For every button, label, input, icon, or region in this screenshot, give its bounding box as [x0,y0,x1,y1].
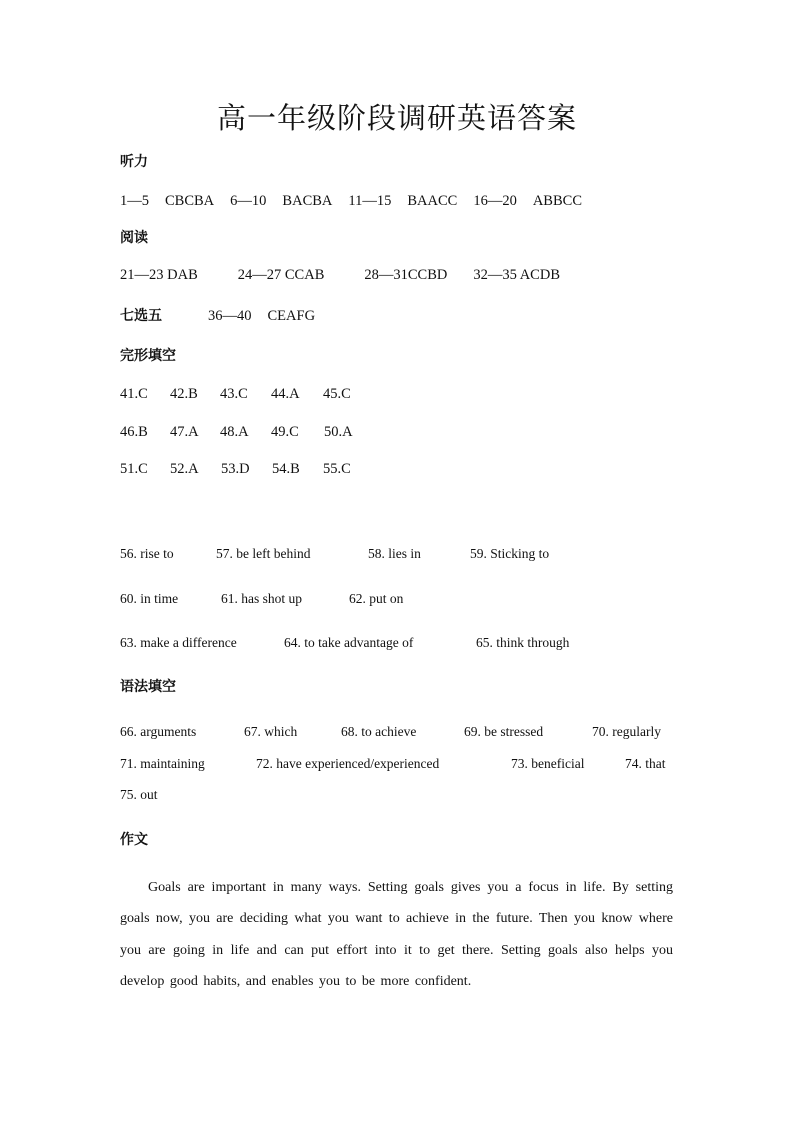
cloze-answer: 41.C [120,386,148,402]
listening-answers: BAACC [407,193,458,209]
seven-choose-five-answers [208,306,315,326]
cloze-answers-row [120,459,351,479]
grammar-answer: 66. arguments [120,724,197,739]
phrase-answer: 56. rise to [120,546,174,561]
grammar-answer: 75. out [120,787,158,802]
section-heading-writing: 作文 [120,832,148,848]
phrase-answer: 59. Sticking to [470,546,550,561]
section-heading-seven-choose-five: 七选五 [120,308,162,324]
phrase-answers-row [120,589,403,609]
section-heading-reading: 阅读 [120,230,148,246]
reading-answer-group: 21—23 DAB [120,267,198,283]
cloze-answer: 53.D [221,461,250,477]
grammar-answer: 72. have experienced/experienced [256,756,440,771]
cloze-answer: 48.A [220,424,249,440]
grammar-answers-row [120,722,661,742]
grammar-answer: 69. be stressed [464,724,544,739]
grammar-answer: 67. which [244,724,298,739]
cloze-answer: 49.C [271,424,299,440]
cloze-answer: 43.C [220,386,248,402]
cloze-answer: 50.A [324,424,353,440]
listening-range: 11—15 [348,193,392,209]
cloze-answer: 55.C [323,461,351,477]
seven-choose-five-range: 36—40 [208,308,252,324]
reading-answer-group: 28—31CCBD [364,267,448,283]
cloze-answer: 45.C [323,386,351,402]
phrase-answer: 61. has shot up [221,591,302,606]
phrase-answer: 64. to take advantage of [284,635,414,650]
section-heading-cloze: 完形填空 [120,348,176,364]
listening-answers-row [120,191,582,211]
listening-range: 16—20 [473,193,517,209]
reading-answer-group: 32—35 ACDB [473,267,560,283]
seven-choose-five-letters: CEAFG [267,308,316,324]
phrase-answer: 63. make a difference [120,635,237,650]
cloze-answer: 42.B [170,386,198,402]
cloze-answer: 52.A [170,461,199,477]
listening-range: 6—10 [230,193,267,209]
section-heading-grammar: 语法填空 [120,679,176,695]
grammar-answer: 73. beneficial [511,756,585,771]
grammar-answer: 68. to achieve [341,724,417,739]
reading-answer-group: 24—27 CCAB [237,267,325,283]
listening-answers: BACBA [282,193,333,209]
grammar-answers-row [120,754,666,774]
listening-answers: CBCBA [165,193,215,209]
phrase-answer: 60. in time [120,591,179,606]
listening-answers: ABBCC [532,193,582,209]
writing-sample-paragraph: Goals are important in many ways. Setting goals gives you a focus in life. By setting goals now, you are deciding what you want to achieve in the future. Then you know where you are going in life and can put effort into it to get there. Setting goals also helps you develop good habits, and enables you to be more confident. [120,880,673,989]
phrase-answers-row [120,544,549,564]
phrase-answer: 62. put on [349,591,404,606]
reading-answers-row [120,265,560,285]
cloze-answer: 54.B [272,461,300,477]
grammar-answer: 71. maintaining [120,756,205,771]
grammar-answer: 70. regularly [592,724,661,739]
cloze-answers-row [120,422,353,442]
phrase-answer: 65. think through [476,635,570,650]
phrase-answers-row [120,633,569,653]
grammar-answers-row [120,785,158,805]
page-title: 高一年级阶段调研英语答案 [216,101,577,135]
section-heading-listening: 听力 [120,154,148,170]
cloze-answer: 44.A [271,386,300,402]
phrase-answer: 57. be left behind [216,546,311,561]
cloze-answer: 46.B [120,424,148,440]
phrase-answer: 58. lies in [368,546,421,561]
cloze-answers-row [120,384,351,404]
listening-range: 1—5 [120,193,149,209]
grammar-answer: 74. that [625,756,666,771]
cloze-answer: 47.A [170,424,199,440]
cloze-answer: 51.C [120,461,148,477]
